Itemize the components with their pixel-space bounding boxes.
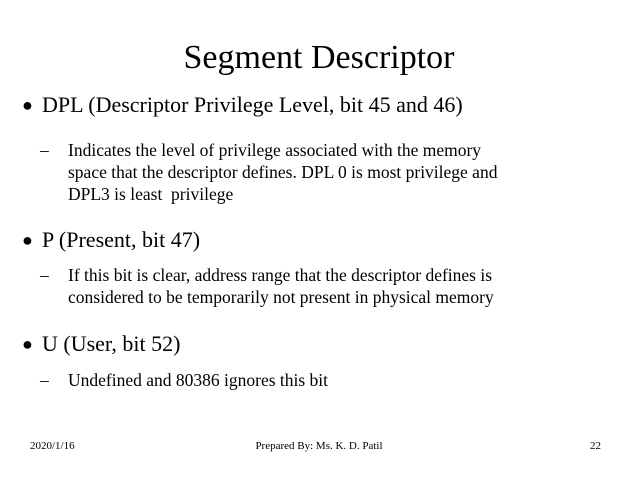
sub-bullet-marker: – <box>40 265 49 285</box>
footer-date: 2020/1/16 <box>30 440 75 452</box>
footer-page-number: 22 <box>590 440 601 452</box>
bullet-text: U (User, bit 52) <box>42 331 181 356</box>
sub-bullet-line: considered to be temporarily not present in physical memory <box>68 287 494 307</box>
sub-bullet-line: Undefined and 80386 ignores this bit <box>68 370 329 390</box>
bullet-text: DPL (Descriptor Privilege Level, bit 45 and 46) <box>42 92 463 117</box>
sub-bullet-line: DPL3 is least privilege <box>68 184 234 204</box>
sub-bullet-line: space that the descriptor defines. DPL 0 is most privilege and <box>68 162 498 182</box>
footer-author: Prepared By: Ms. K. D. Patil <box>255 440 383 452</box>
sub-bullet-line: If this bit is clear, address range that the descriptor defines is <box>68 265 493 285</box>
sub-bullet-line: Indicates the level of privilege associated with the memory <box>68 140 482 160</box>
sub-bullet-marker: – <box>40 370 49 390</box>
bullet-marker: ● <box>22 334 33 354</box>
sub-bullet-marker: – <box>40 140 49 160</box>
page-title: Segment Descriptor <box>183 39 455 76</box>
bullet-text: P (Present, bit 47) <box>42 227 201 252</box>
bullet-marker: ● <box>22 230 33 250</box>
bullet-marker: ● <box>22 95 33 115</box>
